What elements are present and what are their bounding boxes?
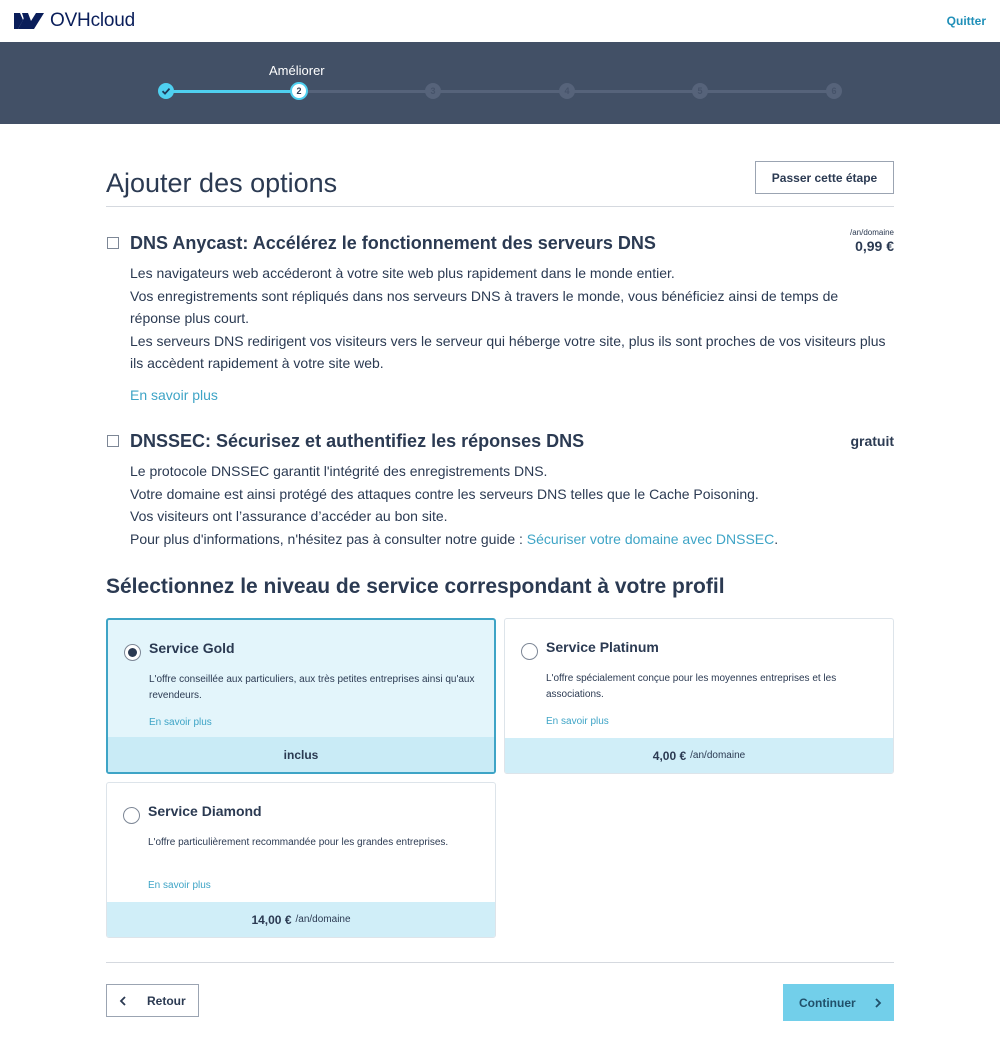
back-button[interactable] <box>106 984 199 1017</box>
dnssec-guide-prefix: Pour plus d'informations, n'hésitez pas à consulter notre guide : <box>130 530 527 547</box>
service-platinum-price-unit: /an/domaine <box>690 750 746 761</box>
progress-stepper <box>0 42 1000 124</box>
service-diamond-title: Service Diamond <box>148 803 262 819</box>
top-bar <box>0 0 1000 42</box>
dns-anycast-line-2: Vos enregistrements sont répliqués dans nos serveurs DNS à travers le monde, vous bénéficiez ainsi de temps de réponse plus court. <box>130 287 839 326</box>
service-platinum-price <box>505 738 893 773</box>
dns-anycast-learn-more-link[interactable]: En savoir plus <box>130 387 218 403</box>
service-platinum-price-value: 4,00 € <box>652 748 687 763</box>
skip-step-button[interactable]: Passer cette étape <box>755 161 894 194</box>
service-gold-description: L'offre conseillée aux particuliers, aux très petites entreprises ainsi qu'aux revendeurs. <box>149 674 475 701</box>
dnssec-description <box>130 460 900 550</box>
service-diamond-price-value: 14,00 € <box>251 912 292 927</box>
service-diamond-description: L'offre particulièrement recommandée pour les grandes entreprises. <box>148 837 449 848</box>
service-diamond-learn-more-link[interactable]: En savoir plus <box>148 880 211 891</box>
service-gold-card[interactable] <box>106 618 496 774</box>
service-platinum-title: Service Platinum <box>546 639 659 655</box>
service-level-title: Sélectionnez le niveau de service correspondant à votre profil <box>106 575 725 598</box>
active-step-label: Améliorer <box>269 63 325 78</box>
service-gold-learn-more-link[interactable]: En savoir plus <box>149 717 212 728</box>
brand-logo[interactable] <box>12 10 135 32</box>
ovhcloud-logo-icon <box>12 10 46 32</box>
step-2-active: 2 <box>290 82 308 100</box>
step-5: 5 <box>692 83 708 99</box>
dns-anycast-checkbox[interactable] <box>107 237 119 249</box>
service-diamond-card[interactable] <box>106 782 496 938</box>
dnssec-guide-suffix: . <box>774 530 779 547</box>
service-gold-title: Service Gold <box>149 640 235 656</box>
service-platinum-radio[interactable] <box>521 643 538 660</box>
dns-anycast-line-3: Les serveurs DNS redirigent vos visiteurs vers le serveur qui héberge votre site, plus ils sont proches de vos visiteurs plus ils accèdent rapidement à votre site web. <box>130 332 886 371</box>
check-icon <box>161 86 171 96</box>
dns-anycast-description <box>130 262 900 375</box>
continue-label: Continuer <box>799 995 856 1010</box>
dnssec-line-3: Vos visiteurs ont l’assurance d’accéder au bon site. <box>130 508 448 524</box>
step-3: 3 <box>425 83 441 99</box>
service-platinum-learn-more-link[interactable]: En savoir plus <box>546 716 609 727</box>
dnssec-price: gratuit <box>850 433 894 449</box>
back-label: Retour <box>147 993 186 1008</box>
dnssec-guide-link[interactable]: Sécuriser votre domaine avec DNSSEC <box>526 530 775 547</box>
brand-name: OVHcloud <box>50 10 135 31</box>
service-platinum-description: L'offre spécialement conçue pour les moyennes entreprises et les associations. <box>546 673 837 700</box>
stepper-line-done <box>166 90 298 93</box>
dnssec-title: DNSSEC: Sécurisez et authentifiez les réponses DNS <box>130 431 585 451</box>
dns-anycast-title: DNS Anycast: Accélérez le fonctionnement des serveurs DNS <box>130 233 656 253</box>
dns-anycast-price: 0,99 € <box>855 238 894 254</box>
dnssec-line-1: Le protocole DNSSEC garantit l'intégrité des enregistrements DNS. <box>130 463 548 479</box>
quit-link[interactable]: Quitter <box>946 14 986 28</box>
page-title: Ajouter des options <box>106 168 338 198</box>
service-diamond-radio[interactable] <box>123 807 140 824</box>
step-6: 6 <box>826 83 842 99</box>
service-gold-price <box>108 737 494 772</box>
service-platinum-card[interactable] <box>504 618 894 774</box>
step-4: 4 <box>559 83 575 99</box>
service-diamond-price-unit: /an/domaine <box>295 914 351 925</box>
dnssec-guide-line <box>130 528 900 551</box>
divider <box>106 206 894 207</box>
chevron-right-icon <box>874 998 882 1008</box>
step-1-done <box>158 83 174 99</box>
service-gold-radio[interactable] <box>124 644 141 661</box>
dns-anycast-line-1: Les navigateurs web accéderont à votre site web plus rapidement dans le monde entier. <box>130 265 675 281</box>
chevron-left-icon <box>119 996 127 1006</box>
dnssec-line-2: Votre domaine est ainsi protégé des attaques contre les serveurs DNS telles que le Cache Poisoning. <box>130 485 759 502</box>
service-gold-price-value: inclus <box>283 747 319 762</box>
continue-button[interactable] <box>783 984 894 1021</box>
footer-divider <box>106 962 894 963</box>
service-diamond-price <box>107 902 495 937</box>
dns-anycast-price-unit: /an/domaine <box>849 228 894 237</box>
dnssec-checkbox[interactable] <box>107 435 119 447</box>
